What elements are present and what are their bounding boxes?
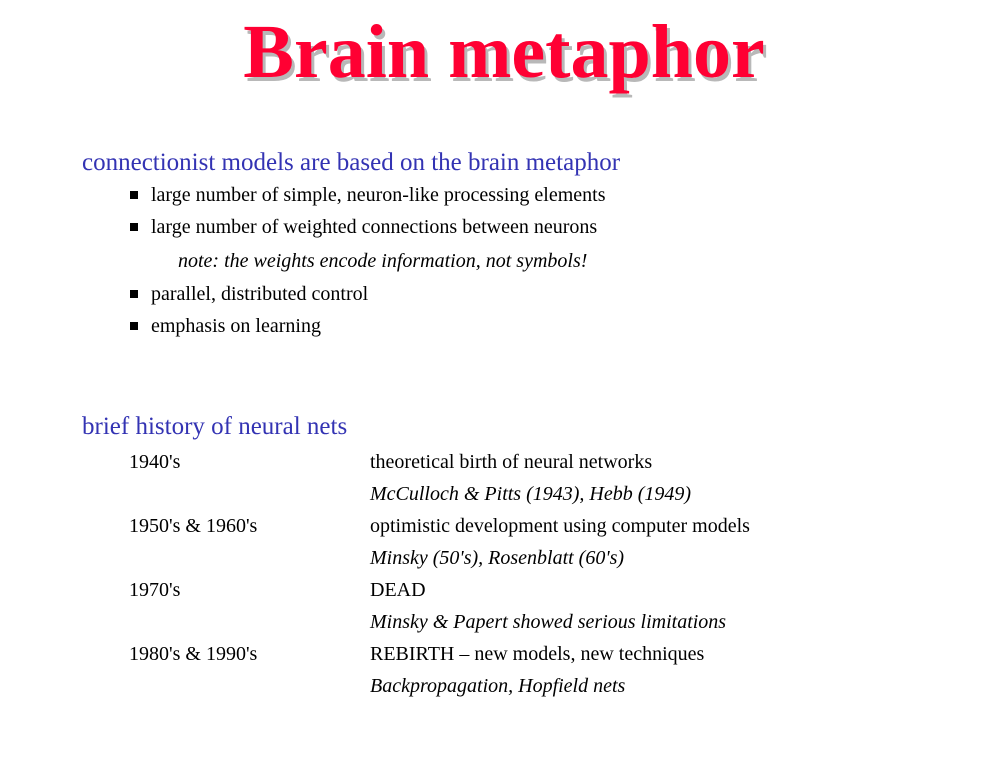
square-bullet-icon xyxy=(130,322,138,330)
timeline-reference: McCulloch & Pitts (1943), Hebb (1949) xyxy=(370,483,692,505)
bullet-item xyxy=(130,313,321,339)
timeline-era: 1970's xyxy=(129,579,181,601)
section-heading-connectionist: connectionist models are based on the brain metaphor xyxy=(82,149,621,176)
timeline-event: theoretical birth of neural networks xyxy=(370,451,653,473)
weights-note: note: the weights encode information, not symbols! xyxy=(178,250,588,272)
bullet-text: emphasis on learning xyxy=(151,315,321,337)
timeline-era: 1980's & 1990's xyxy=(129,643,258,665)
bullet-item xyxy=(130,214,597,240)
timeline-event: REBIRTH – new models, new techniques xyxy=(370,643,705,665)
bullet-item xyxy=(130,281,368,307)
timeline-reference: Minsky (50's), Rosenblatt (60's) xyxy=(370,547,625,569)
square-bullet-icon xyxy=(130,223,138,231)
slide-title: Brain metaphor xyxy=(243,10,765,94)
timeline-event: optimistic development using computer models xyxy=(370,515,750,537)
bullet-text: parallel, distributed control xyxy=(151,283,369,305)
timeline-era: 1950's & 1960's xyxy=(129,515,258,537)
timeline-reference: Backpropagation, Hopfield nets xyxy=(370,675,626,697)
timeline-era: 1940's xyxy=(129,451,181,473)
bullet-text: large number of simple, neuron-like processing elements xyxy=(151,184,606,206)
section-heading-history: brief history of neural nets xyxy=(82,413,348,440)
bullet-text: large number of weighted connections between neurons xyxy=(151,216,598,238)
timeline-event: DEAD xyxy=(370,579,426,601)
square-bullet-icon xyxy=(130,191,138,199)
timeline-reference: Minsky & Papert showed serious limitations xyxy=(370,611,727,633)
bullet-item xyxy=(130,182,606,208)
square-bullet-icon xyxy=(130,290,138,298)
